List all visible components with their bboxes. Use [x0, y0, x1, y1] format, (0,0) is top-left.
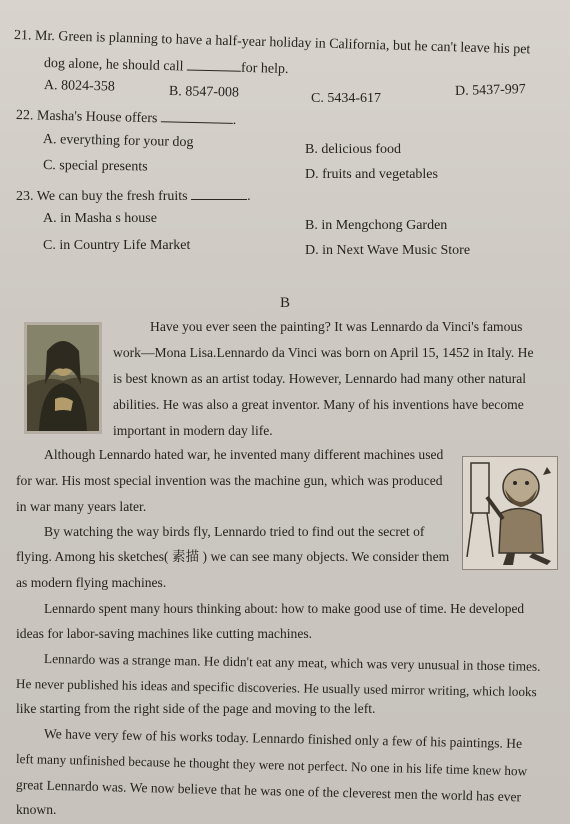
option-22-a: [43, 133, 194, 150]
paragraph-5-line-1: Lennardo was a strange man. He didn't eat any meat, which was very unusual in those times.: [43, 651, 541, 674]
option-letter: C.: [311, 91, 324, 106]
option-22-d: [305, 168, 438, 182]
option-22-b: [305, 143, 401, 157]
paragraph-3-line-3: as modern flying machines.: [16, 575, 167, 590]
option-letter: A.: [43, 211, 57, 226]
question-21-stem-line2: [44, 54, 289, 77]
inventor-cartoon-image: [462, 456, 558, 570]
option-21-a: [44, 79, 115, 94]
option-letter: C.: [43, 238, 56, 253]
question-text: We can buy the fresh fruits: [36, 189, 188, 204]
question-text: .: [247, 189, 251, 204]
option-21-d: [455, 83, 526, 99]
option-text: 5437-997: [471, 82, 526, 99]
question-text: Masha's House offers: [36, 108, 158, 127]
paragraph-1-line-2: work—Mona Lisa.Lennardo da Vinci was born on April 15, 1452 in Italy. He: [113, 345, 534, 360]
question-number: 22.: [15, 108, 34, 124]
option-text: everything for your dog: [59, 132, 194, 151]
section-heading: B: [280, 295, 291, 311]
option-letter: D.: [305, 167, 319, 182]
paragraph-6-line-4: known.: [16, 802, 57, 817]
paragraph-5-line-3: like starting from the right side of the page and moving to the left.: [16, 701, 376, 716]
option-22-c: [43, 159, 148, 174]
option-21-b: [169, 85, 239, 100]
option-text: 8547-008: [185, 84, 240, 101]
paragraph-3-line-2: flying. Among his sketches( 素描 ) we can see many objects. We consider them: [16, 549, 450, 564]
option-letter: A.: [42, 132, 57, 148]
question-text: dog alone, he should call: [43, 56, 184, 75]
option-letter: B.: [305, 142, 318, 157]
paragraph-2-line-1: Although Lennardo hated war, he invented many different machines used: [44, 447, 444, 462]
question-23-stem: [16, 187, 251, 204]
question-text: for help.: [240, 60, 289, 77]
paragraph-5-line-2: He never published his ideas and specific discoveries. He usually used mirror writing, which looks: [15, 676, 537, 700]
option-letter: B.: [305, 218, 318, 233]
paragraph-4-line-2: ideas for labor-saving machines like cutting machines.: [16, 626, 313, 641]
option-letter: D.: [454, 83, 469, 99]
paragraph-1-line-4: abilities. He was also a great inventor. Many of his inventions have become: [113, 397, 524, 412]
paragraph-4-line-1: Lennardo spent many hours thinking about: how to make good use of time. He developed: [44, 601, 525, 616]
question-number: 21.: [13, 28, 32, 44]
option-text: fruits and vegetables: [322, 167, 438, 182]
question-text: Mr. Green is planning to have a half-year holiday in California, but he can't leave his pet: [34, 28, 531, 58]
option-text: in Next Wave Music Store: [322, 243, 471, 258]
option-letter: A.: [43, 78, 58, 94]
option-23-b: [305, 219, 447, 233]
option-text: delicious food: [321, 142, 402, 157]
paragraph-6-line-1: We have very few of his works today. Lennardo finished only a few of his paintings. He: [43, 726, 523, 752]
question-text: .: [232, 112, 237, 128]
option-letter: D.: [305, 243, 319, 258]
option-letter: B.: [168, 84, 183, 100]
answer-blank: [161, 109, 233, 124]
paragraph-3-line-1: By watching the way birds fly, Lennardo tried to find out the secret of: [44, 524, 425, 539]
option-21-c: [311, 92, 381, 106]
option-text: in Mengchong Garden: [321, 218, 448, 233]
paragraph-2-line-2: for war. His most special invention was the machine gun, which was produced: [16, 473, 443, 488]
option-23-c: [43, 239, 190, 253]
question-number: 23.: [16, 189, 34, 204]
paragraph-6-line-2: left many unfinished because he thought they were not perfect. No one in his life time knew how: [15, 751, 528, 779]
answer-blank: [187, 57, 241, 71]
option-23-d: [305, 244, 470, 258]
answer-blank: [191, 187, 247, 200]
mona-lisa-illustration: [27, 325, 99, 431]
option-text: in Country Life Market: [59, 238, 191, 253]
paragraph-1-line-3: is best known as an artist today. However, Lennardo had many other natural: [113, 371, 527, 386]
option-text: 8024-358: [60, 78, 115, 95]
option-text: in Masha s house: [60, 211, 157, 226]
question-22-stem: [16, 106, 237, 128]
option-text: 5434-617: [327, 91, 382, 106]
mona-lisa-image: [24, 322, 102, 434]
paragraph-1-line-5: important in modern day life.: [113, 423, 273, 438]
paragraph-6-line-3: great Lennardo was. We now believe that he was one of the cleverest men the world has ever: [15, 777, 522, 805]
paragraph-2-line-3: in war many years later.: [16, 499, 147, 514]
option-letter: C.: [42, 158, 56, 174]
inventor-cartoon-illustration: [463, 457, 557, 569]
question-21-stem-line1: [14, 29, 531, 57]
option-text: special presents: [59, 158, 148, 175]
option-23-a: [43, 212, 157, 226]
paragraph-1-line-1: Have you ever seen the painting? It was Lennardo da Vinci's famous: [150, 319, 523, 334]
